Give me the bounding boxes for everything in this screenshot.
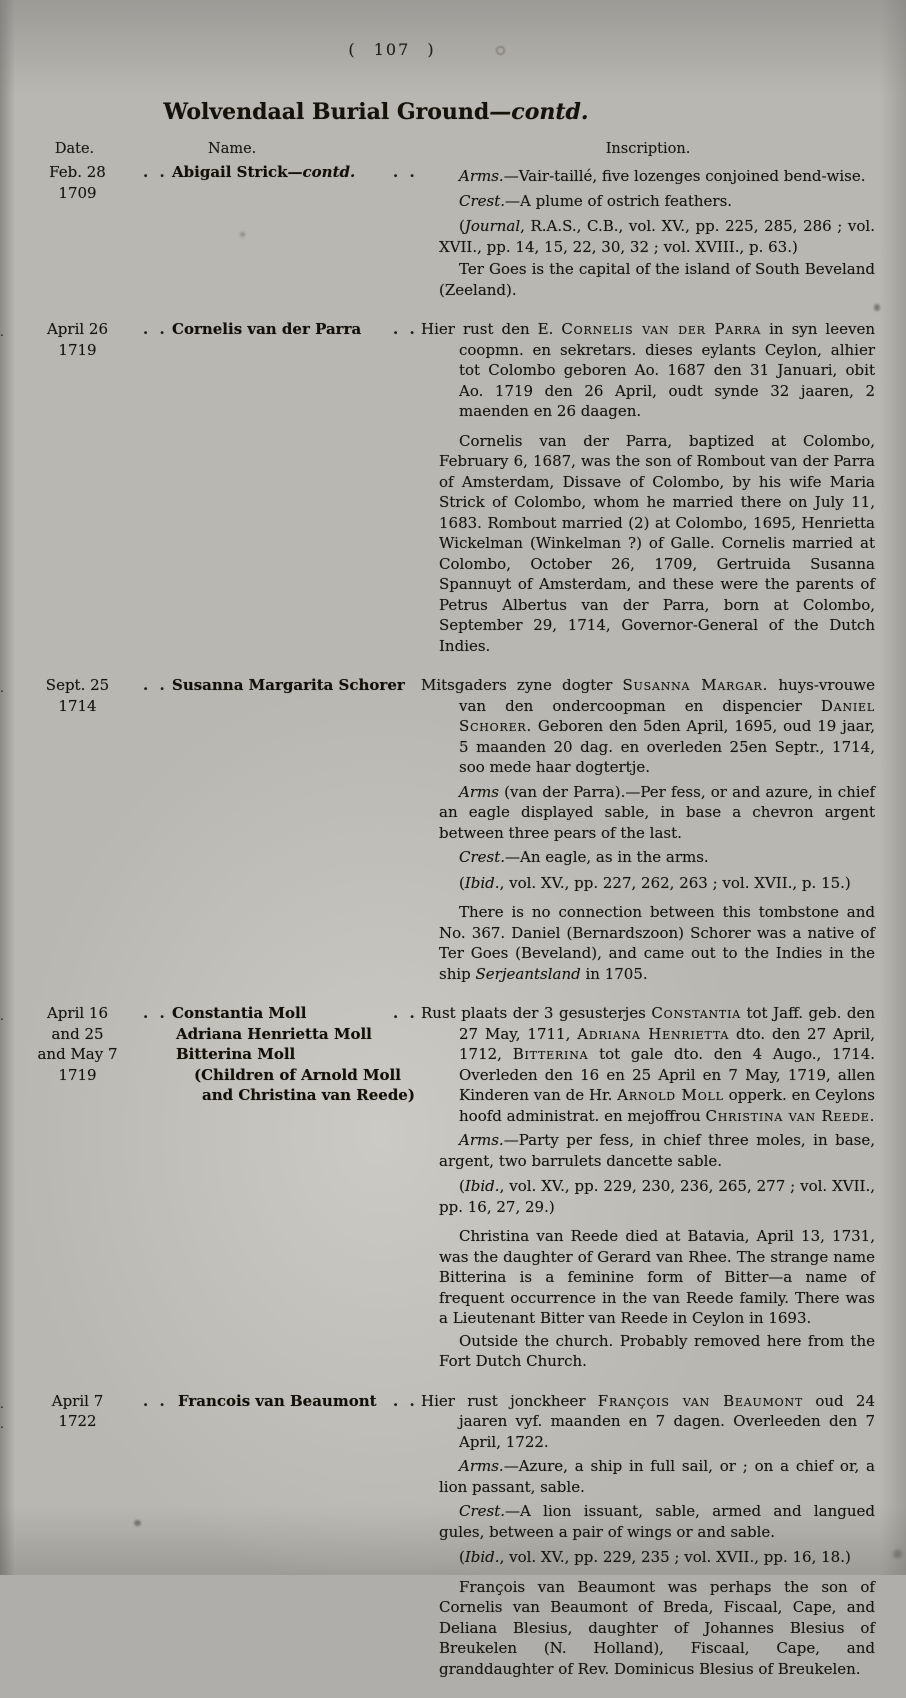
inscription-paragraph [421, 1501, 875, 1542]
inscription-paragraph [421, 1130, 875, 1171]
text-segment: Abigail Strick [172, 163, 288, 181]
inscription-paragraph [421, 319, 875, 422]
text-segment: —Party per fess, in chief three moles, in base, argent, two barrulets dancette sable. [439, 1131, 875, 1170]
inscription-paragraph [421, 431, 875, 657]
text-segment: Ibid. [464, 873, 500, 892]
scan-speck [893, 1550, 902, 1558]
name-line [172, 1391, 387, 1412]
text-segment: opperk. en Ceylons hoofd administrat. en mejoffrou [459, 1086, 875, 1125]
inscription-paragraph [421, 166, 875, 187]
date-line: 1714 [58, 696, 97, 715]
text-segment: Christina van Reede died at Batavia, April 13, 1731, was the daughter of Gerard van Rhee. The strange name Bitterina is a feminine form of Bitter—a name of frequent occurrence in the van Reede family. There was a Lieutenant Bitter van Reede in Ceylon in 1693. [439, 1227, 875, 1327]
title-main: Wolvendaal Burial Ground [163, 99, 490, 125]
text-segment: in 1705. [580, 964, 648, 983]
date-line: 1719 [58, 1065, 97, 1084]
date-line: 1709 [58, 183, 97, 202]
inscription-cell [421, 162, 875, 300]
date-line: April 26 [46, 320, 109, 338]
text-segment: —contd. [287, 163, 356, 181]
text-segment: Adriana Henrietta [577, 1024, 730, 1043]
text-segment: dto. den 27 April, 1712, [459, 1024, 875, 1063]
text-segment: Adriana Henrietta Moll [176, 1024, 372, 1043]
date-line: April 7 [51, 1391, 104, 1410]
text-segment: Susanna Margar. [622, 676, 769, 694]
margin-mark: . [0, 325, 6, 339]
text-segment: tot Jaff. geb. den 27 May, 1711, [459, 1004, 876, 1043]
text-segment: , R.A.S., C.B., vol. XV., pp. 225, 285, 286 ; vol. XVII., pp. 14, 15, 22, 30, 32 ; vol. XVIII., p. 63.) [439, 217, 875, 256]
name-cell [172, 1391, 387, 1680]
name-line [172, 319, 387, 340]
text-segment: Ibid. [464, 1548, 500, 1566]
entries [0, 162, 880, 1679]
text-segment: (Children of Arnold Moll [194, 1065, 401, 1084]
text-segment: Cornelis van der Parra [172, 320, 362, 338]
scan-speck [495, 45, 506, 56]
text-segment: ( [459, 217, 465, 235]
scan-speck [874, 304, 880, 311]
name-leader-dots: . . [393, 1004, 418, 1022]
inscription-cell [421, 1391, 875, 1680]
date-cell [12, 1391, 137, 1680]
column-header-inscription: Inscription. [605, 141, 691, 157]
inscription-paragraph [421, 259, 875, 300]
inscription-cell [421, 319, 875, 656]
text-segment: There is no connection between this tombstone and No. 367. Daniel (Bernardszoon) Schorer was a native of Ter Goes (Beveland), and came out to the Indies in the ship [439, 903, 875, 983]
inscription-paragraph [421, 1391, 875, 1453]
text-segment: Journal [464, 217, 521, 235]
inscription-paragraph [421, 216, 875, 257]
inscription-cell [421, 675, 875, 984]
text-segment: Constantia [651, 1004, 741, 1022]
text-segment: Arms. [459, 1457, 504, 1475]
date-leader-dots: . . [143, 320, 168, 338]
text-segment: in syn leeven coopmn. en sekretars. dieses eylants Ceylon, alhier tot Colombo geboren Ao. 1687 den 31 Januari, obit Ao. 1719 den 26 April, oudt synde 32 jaaren, 2 maenden en 26 daagen. [459, 320, 875, 420]
entry-row [0, 1003, 880, 1372]
inscription-paragraph [421, 1226, 875, 1329]
text-segment: Mitsgaders zyne dogter [421, 676, 623, 694]
text-segment: Crest. [459, 191, 506, 210]
date-cell [12, 162, 137, 300]
name-line [172, 1003, 387, 1024]
text-segment: Susanna Margarita Schorer [172, 676, 405, 694]
text-segment: —A plume of ostrich feathers. [505, 191, 733, 210]
entry-row [0, 1391, 880, 1680]
text-segment: François van Beaumont [597, 1391, 804, 1410]
column-headers [0, 141, 880, 157]
name-leader-dots: . . [393, 1391, 418, 1410]
text-segment: , vol. XV., pp. 229, 235 ; vol. XVII., pp. 16, 18.) [499, 1548, 851, 1566]
scan-speck [134, 1520, 141, 1526]
inscription-paragraph [421, 1176, 875, 1217]
text-segment: François van Beaumont was perhaps the son of Cornelis van Beaumont of Breda, Fiscaal, Cape, and Deliana Blesius, daughter of Johannes Blesius of Breukelen (N. Holland), Fiscaal, Cape, and granddaughter of Rev. Dominicus Blesius of Breukelen. [439, 1577, 875, 1678]
name-leader-dots [387, 675, 421, 984]
name-cell [172, 1003, 415, 1372]
column-header-name: Name. [208, 141, 257, 157]
text-segment: Arms [459, 782, 499, 801]
date-line: 1722 [58, 1412, 97, 1430]
text-segment: Hier rust den E. [421, 320, 562, 338]
date-line: Sept. 25 [45, 676, 110, 694]
text-segment: and Christina van Reede) [202, 1086, 415, 1104]
date-line: and 25 [51, 1024, 104, 1043]
entry-row [0, 162, 880, 300]
date-line: April 16 [46, 1004, 109, 1022]
entry-row [0, 319, 880, 656]
text-segment: Constantia Moll [172, 1004, 307, 1022]
text-segment: Crest. [459, 1502, 506, 1520]
inscription-paragraph [421, 1331, 875, 1372]
date-line: 1719 [58, 340, 97, 359]
margin-mark [0, 162, 12, 300]
text-segment: Outside the church. Probably removed here from the Fort Dutch Church. [439, 1331, 875, 1370]
margin-mark: . . [0, 1396, 6, 1431]
text-segment: Bitterina Moll [176, 1045, 296, 1063]
text-segment: Hier rust jonckheer [421, 1391, 598, 1410]
date-cell [12, 675, 137, 984]
title-contd: —contd. [489, 99, 589, 125]
text-segment: Ibid. [464, 1177, 500, 1195]
name-leader-dots: . . [393, 163, 418, 181]
inscription-paragraph [421, 675, 875, 778]
text-segment: tot gale dto. den 4 Augo., 1714. Overleden den 16 en 25 April en 7 May, 1719, allen Kinderen van de Hr. [459, 1045, 875, 1104]
text-segment: —A lion issuant, sable, armed and langued gules, between a pair of wings or and sable. [439, 1502, 875, 1541]
inscription-paragraph [421, 847, 875, 868]
text-segment: —Vair-taillé, five lozenges conjoined bend-wise. [503, 167, 866, 185]
inscription-paragraph [421, 873, 875, 894]
scan-speck [240, 232, 245, 237]
entry-row [0, 675, 880, 984]
text-segment: Cornelis van der Parra [561, 320, 762, 338]
name-line [172, 1085, 415, 1106]
text-segment: oud 24 jaaren vyf. maanden en 7 dagen. Overleeden den 7 April, 1722. [459, 1391, 875, 1451]
name-cell [172, 162, 387, 300]
name-line [172, 675, 405, 696]
inscription-paragraph [421, 782, 875, 844]
text-segment: Arms. [459, 1131, 504, 1149]
text-segment: Arnold Moll [617, 1086, 724, 1104]
date-line: and May 7 [37, 1045, 118, 1063]
date-leader-dots: . . [143, 163, 168, 181]
text-segment: Rust plaats der 3 gesusterjes [421, 1004, 652, 1022]
margin-mark: . [0, 681, 6, 695]
text-segment: (van der Parra).—Per fess, or and azure, in chief an eagle displayed sable, in base a chevron argent between three pears of the last. [439, 782, 875, 842]
text-segment: . [869, 1106, 875, 1125]
text-segment: —Azure, a ship in full sail, or ; on a chief or, a lion passant, sable. [439, 1457, 875, 1496]
name-line [172, 162, 387, 183]
text-segment: Daniel Schorer. [459, 696, 875, 735]
text-segment: , vol. XV., pp. 229, 230, 236, 265, 277 ; vol. XVII., pp. 16, 27, 29.) [439, 1177, 875, 1216]
inscription-paragraph [421, 1003, 875, 1126]
text-segment: Cornelis van der Parra, baptized at Colombo, February 6, 1687, was the son of Rombout van der Parra of Amsterdam, Dissave of Colombo, by his wife Maria Strick of Colombo, whom he married there on July 11, 1683. Rombout married (2) at Colombo, 1695, Henrietta Wickelman (Winkelman ?) of Galle. Cornelis married at Colombo, October 26, 1709, Gertruida Susanna Spannuyt of Amsterdam, and these were the parents of Petrus Albertus van der Parra, born at Colombo, September 29, 1714, Governor-General of the Dutch Indies. [439, 431, 875, 655]
text-segment: Francois van Beaumont [178, 1391, 377, 1410]
inscription-paragraph [421, 1456, 875, 1497]
text-segment: ( [459, 1177, 465, 1195]
name-leader-dots: . . [393, 320, 418, 338]
spacer [387, 141, 421, 157]
column-header-date: Date. [54, 141, 95, 157]
inscription-paragraph [421, 1577, 875, 1680]
page-title [0, 99, 752, 125]
name-line [172, 1024, 387, 1045]
inscription-paragraph [421, 191, 875, 212]
text-segment: , vol. XV., pp. 227, 262, 263 ; vol. XVII., p. 15.) [499, 873, 851, 892]
margin-mark: . [0, 1009, 6, 1023]
spacer [137, 141, 172, 157]
text-segment: —An eagle, as in the arms. [505, 848, 709, 866]
date-line: Feb. 28 [49, 163, 106, 181]
spacer [0, 141, 12, 157]
date-leader-dots: . . [143, 676, 168, 694]
text-segment: Arms. [459, 167, 504, 185]
text-segment: Serjeantsland [475, 964, 581, 983]
name-cell [172, 675, 405, 984]
inscription-paragraph [421, 902, 875, 984]
inscription-paragraph [421, 1547, 875, 1568]
page-number: ( 107 ) [348, 40, 436, 59]
text-segment: ( [459, 1548, 465, 1566]
text-segment: Ter Goes is the capital of the island of South Beveland (Zeeland). [439, 260, 875, 299]
text-segment: ( [459, 873, 465, 892]
name-line [172, 1044, 387, 1065]
name-cell [172, 319, 387, 656]
date-cell [12, 319, 137, 656]
text-segment: Crest. [459, 848, 506, 866]
name-line [172, 1065, 401, 1086]
inscription-cell [421, 1003, 875, 1372]
text-segment: Geboren den 5den April, 1695, oud 19 jaar, 5 maanden 20 dag. en overleden 25en Septr., 1714, soo mede haar dogtertje. [459, 717, 875, 776]
date-leader-dots: . . [143, 1004, 168, 1022]
date-cell [12, 1003, 137, 1372]
text-segment: huys-vrouwe van den ondercoopman en dispencier [459, 676, 875, 715]
text-segment: Christina van Reede [705, 1106, 870, 1125]
text-segment: Bitterina [512, 1045, 589, 1063]
date-leader-dots: . . [143, 1391, 168, 1410]
